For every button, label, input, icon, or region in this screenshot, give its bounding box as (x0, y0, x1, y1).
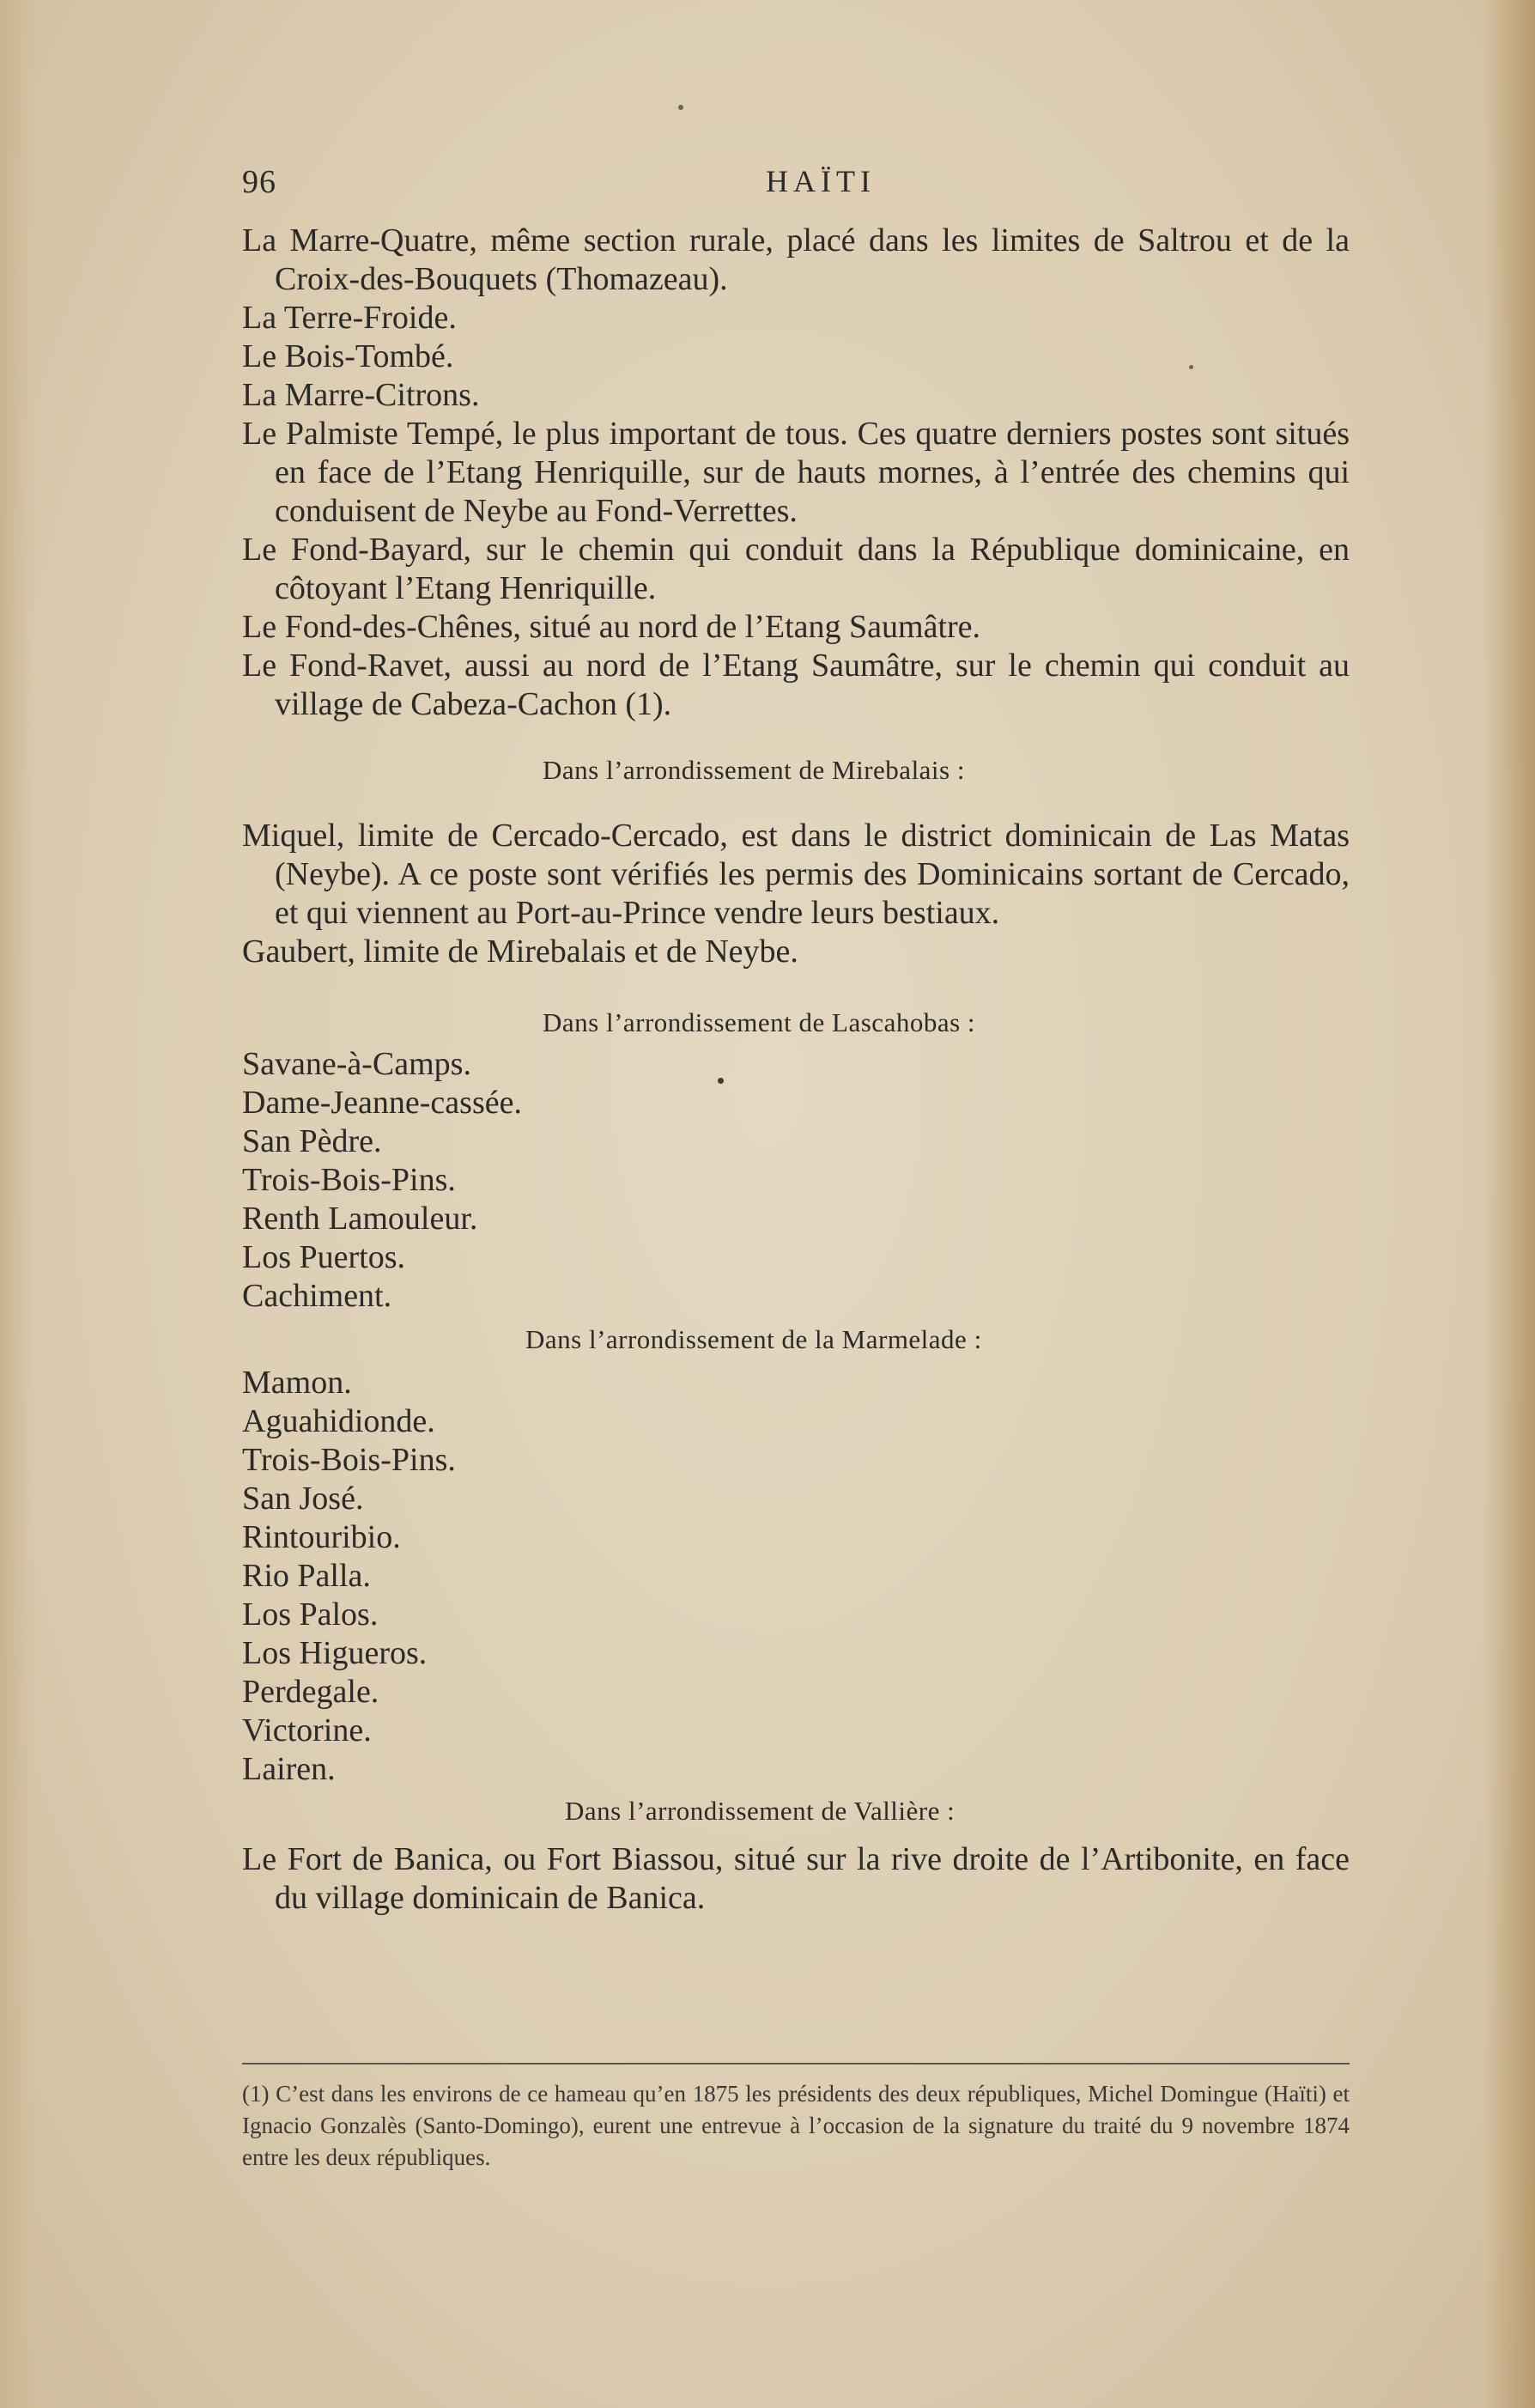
footnote-rule (242, 2063, 1350, 2064)
list-item: Mamon. (242, 1365, 352, 1401)
list-item: Dame-Jeanne-cassée. (242, 1085, 522, 1121)
page-edge-shadow-left (0, 0, 34, 2408)
list-item: Aguahidionde. (242, 1403, 435, 1439)
list-item: Cachiment. (242, 1278, 392, 1314)
list-item: Lairen. (242, 1751, 336, 1787)
list-item: Savane-à-Camps. (242, 1046, 471, 1082)
list-item: San José. (242, 1481, 364, 1517)
list-item: Los Palos. (242, 1596, 379, 1633)
list-entry: Miquel, limite de Cercado-Cercado, est dans le district dominicain de Las Matas (Neybe). A ce poste sont vérifiés les permis des Dominicains sortant de Cercado, et qui viennent au Port-au-Prince vendre leurs bestiaux. (242, 818, 1350, 931)
list-entry: Le Fond-Bayard, sur le chemin qui conduit dans la République dominicaine, en côtoyant l’Etang Henriquille. (242, 532, 1350, 606)
list-entry: Le Palmiste Tempé, le plus important de tous. Ces quatre derniers postes sont situés en face de l’Etang Henriquille, sur de hauts mornes, à l’entrée des chemins qui conduisent de Neybe au Fond-Verrettes. (242, 416, 1350, 529)
list-entry: La Terre-Froide. (242, 300, 457, 336)
section-heading-marmelade: Dans l’arrondissement de la Marmelade : (525, 1324, 982, 1354)
list-item: Trois-Bois-Pins. (242, 1162, 456, 1198)
list-entry: Le Fond-des-Chênes, situé au nord de l’Etang Saumâtre. (242, 609, 981, 645)
list-item: Rio Palla. (242, 1558, 371, 1594)
list-item: San Pèdre. (242, 1123, 382, 1159)
section-heading-valliere: Dans l’arrondissement de Vallière : (565, 1796, 956, 1826)
list-item: Los Puertos. (242, 1239, 405, 1275)
page-edge-shadow-right (1483, 0, 1535, 2408)
main-text (242, 222, 1350, 1918)
list-entry: Le Fond-Ravet, aussi au nord de l’Etang Saumâtre, sur le chemin qui conduit au village de Cabeza-Cachon (1). (242, 648, 1350, 722)
list-item: Renth Lamouleur. (242, 1201, 478, 1237)
page-number: 96 (242, 164, 276, 200)
list-item: Perdegale. (242, 1674, 379, 1710)
list-entry: La Marre-Quatre, même section rurale, placé dans les limites de Saltrou et de la Croix-des-Bouquets (Thomazeau). (242, 222, 1350, 297)
list-entry: Le Fort de Banica, ou Fort Biassou, situé sur la rive droite de l’Artibonite, en face du village dominicain de Banica. (242, 1841, 1350, 1916)
list-item: Trois-Bois-Pins. (242, 1442, 456, 1478)
running-header (242, 163, 1341, 203)
section-heading-lascahobas: Dans l’arrondissement de Lascahobas : (543, 1007, 976, 1037)
list-item: Rintouribio. (242, 1519, 401, 1555)
running-title: HAÏTI (766, 164, 876, 198)
list-entry: La Marre-Citrons. (242, 377, 480, 413)
paper-speck (678, 105, 683, 110)
list-entry: Le Bois-Tombé. (242, 338, 454, 374)
footnote: (1) C’est dans les environs de ce hameau qu’en 1875 les présidents des deux républiques, Michel Domingue (Haïti) et Ignacio Gonzalès (Santo-Domingo), eurent une entrevue à l’occasion de la signature du traité du 9 novembre 1874 entre les deux républiques. (242, 2081, 1350, 2170)
list-item: Victorine. (242, 1712, 372, 1748)
list-item: Los Higueros. (242, 1635, 428, 1671)
section-heading-mirebalais: Dans l’arrondissement de Mirebalais : (543, 755, 965, 785)
list-entry: Gaubert, limite de Mirebalais et de Neybe. (242, 933, 798, 970)
